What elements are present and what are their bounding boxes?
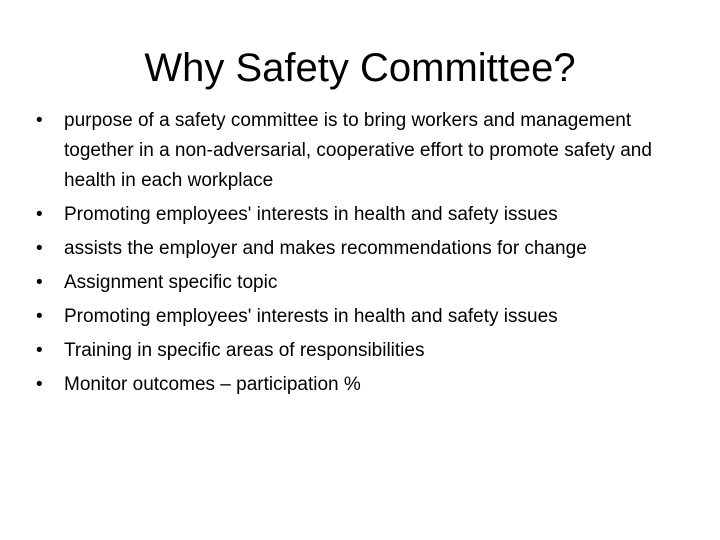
- bullet-item: [36, 200, 688, 230]
- bullet-item: [36, 370, 688, 400]
- bullet-text: purpose of a safety committee is to bring workers and management together in a non-adversarial, cooperative effort to promote safety and health in each workplace: [64, 110, 652, 191]
- bullet-dot-icon: •: [36, 374, 43, 395]
- bullet-text: Monitor outcomes – participation %: [64, 374, 361, 395]
- bullet-list: [36, 106, 688, 404]
- bullet-dot-icon: •: [36, 110, 43, 131]
- bullet-item: [36, 106, 688, 196]
- bullet-item: [36, 302, 688, 332]
- bullet-dot-icon: •: [36, 238, 43, 259]
- bullet-dot-icon: •: [36, 204, 43, 225]
- bullet-dot-icon: •: [36, 272, 43, 293]
- bullet-text: Training in specific areas of responsibilities: [64, 340, 425, 361]
- bullet-item: [36, 234, 688, 264]
- bullet-item: [36, 268, 688, 298]
- bullet-text: assists the employer and makes recommendations for change: [64, 238, 587, 259]
- bullet-dot-icon: •: [36, 340, 43, 361]
- bullet-text: Promoting employees' interests in health and safety issues: [64, 204, 558, 225]
- bullet-dot-icon: •: [36, 306, 43, 327]
- bullet-text: Assignment specific topic: [64, 272, 278, 293]
- bullet-text: Promoting employees' interests in health and safety issues: [64, 306, 558, 327]
- bullet-item: [36, 336, 688, 366]
- slide-title: Why Safety Committee?: [144, 46, 576, 90]
